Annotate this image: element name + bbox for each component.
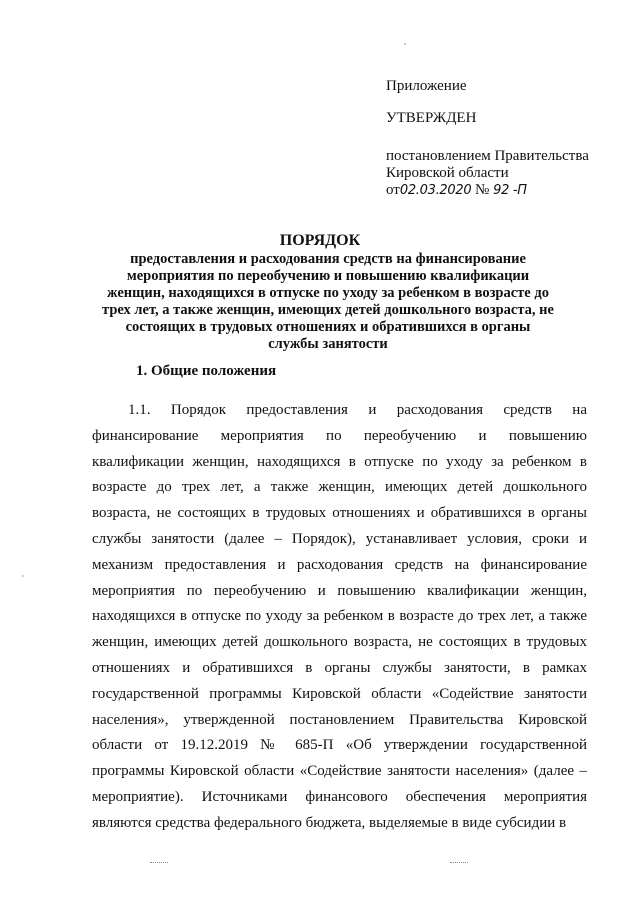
approved-label: УТВЕРЖДЕН — [386, 110, 477, 126]
paragraph-1-1: 1.1. Порядок предоставления и расходования средств на финансирование мероприятия по переобучению и повышению квалификации женщин, находящихся в отпуске по уходу за ребенком в возрасте до трех лет, а также женщин, имеющих детей дошкольного возраста, не состоящих в трудовых отношениях и обратившихся в органы службы занятости (далее – Порядок), устанавливает условия, сроки и механизм предоставления и расходования средств на финансирование мероприятия по переобучению и повышению квалификации женщин, находящихся в отпуске по уходу за ребенком в возрасте до трех лет, а также женщин, имеющих детей дошкольного возраста, не состоящих в трудовых отношениях и обратившихся в органы службы занятости, в рамках государственной программы Кировской области «Содействие занятости населения», утвержденной постановлением Правительства Кировской области от 19.12.2019 № 685-П «Об утверждении государственной программы Кировской области «Содействие занятости населения» (далее – мероприятие). Источниками финансового обеспечения мероприятия являются средства федерального бюджета, выделяемые в виде субсидии в — [92, 402, 587, 831]
decree-reference — [386, 148, 626, 199]
scan-speck — [22, 575, 24, 577]
scan-speck — [404, 43, 406, 45]
decree-number-handwritten: 92 -П — [493, 183, 527, 198]
decree-number-sign: № — [475, 182, 490, 198]
decree-date-handwritten: 02.03.2020 — [399, 183, 472, 198]
document-title: ПОРЯДОК — [279, 232, 361, 249]
section-heading: 1. Общие положения — [136, 363, 277, 379]
decree-line-1: постановлением Правительства — [386, 148, 589, 164]
decree-prefix: от — [386, 182, 400, 198]
decree-line-2: Кировской области — [386, 165, 509, 181]
appendix-label: Приложение — [386, 78, 467, 94]
document-subtitle: предоставления и расходования средств на финансирование мероприятия по переобучению и повышению квалификации женщин, находящихся в отпуске по уходу за ребенком в возрасте до трех лет, а также женщин, имеющих детей дошкольного возраста, не состоящих в трудовых отношениях и обратившихся в органы службы занятости — [102, 251, 554, 352]
scan-mark-left — [150, 862, 168, 864]
scan-mark-right — [450, 862, 468, 864]
decree-line-3 — [386, 182, 626, 199]
